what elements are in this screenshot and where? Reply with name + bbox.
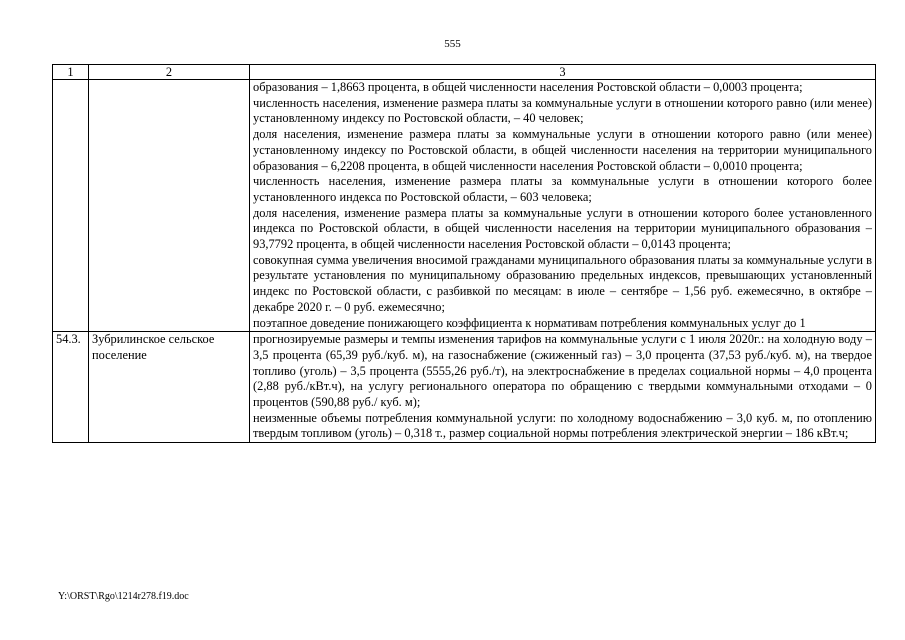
paragraph: поэтапное доведение понижающего коэффициента к нормативам потребления коммунальных услуг до 1 [253,315,806,330]
paragraph: прогнозируемые размеры и темпы изменения тарифов на коммунальные услуги с 1 июля 2020г.: на холодную воду – 3,5 процента (65,39 руб./куб. м), на газоснабжение (сжиженный газ) – 3,0 процента (37,53 руб./куб. м), на твердое топливо (уголь) – 3,5 процента (5555,26 руб./т), на электроснабжение в пределах социальной нормы – 4,0 процента (2,88 руб./кВт.ч), на услугу регионального оператора по обращению с твердыми коммунальными отходами – 0 процентов (590,88 руб./ куб. м); [253,332,872,410]
row-number-cell: 54.3. [53,332,89,443]
paragraph: доля населения, изменение размера платы за коммунальные услуги в отношении которого равно (или менее) установленному индексу по Ростовской области, в общей численности населения на территории муниципального образования – 6,2208 процента, в общей численности населения Ростовской области – 0,0010 процента; [253,127,872,173]
paragraph: образования – 1,8663 процента, в общей численности населения Ростовской области – 0,0003 процента; [253,80,803,94]
column-header-3: 3 [250,65,876,80]
paragraph: доля населения, изменение размера платы за коммунальные услуги в отношении которого более установленного индекса по Ростовской области, в общей численности населения на территории муниципального образования – 93,7792 процента, в общей численности населения Ростовской области – 0,0143 процента; [253,205,872,252]
table-header-row [53,65,876,80]
paragraph: численность населения, изменение размера платы за коммунальные услуги в отношении которого равно (или менее) установленному индексу по Ростовской области, – 40 человек; [253,95,872,126]
page-number: 555 [444,38,461,50]
column-header-1: 1 [53,65,89,80]
row-content-cell [250,332,876,443]
table-row [53,80,876,332]
row-name-cell: Зубрилинское сельское поселение [89,332,250,443]
table-row [53,332,876,443]
document-table [52,64,876,443]
column-header-2: 2 [89,65,250,80]
paragraph: неизменные объемы потребления коммунальной услуги: по холодному водоснабжению – 3,0 куб. м, по отоплению твердым топливом (уголь) – 0,318 т., размер социальной нормы потребления электрической энергии – 186 кВт.ч; [253,410,872,441]
row-content-cell [250,80,876,332]
paragraph: численность населения, изменение размера платы за коммунальные услуги в отношении которого более установленного индекса по Ростовской области, – 603 человека; [253,174,872,204]
paragraph: совокупная сумма увеличения вносимой гражданами муниципального образования платы за коммунальные услуги в результате установления по муниципальному образованию предельных индексов, превышающих установленный индекс по Ростовской области, с разбивкой по месяцам: в июле – сентябре – 1,56 руб. ежемесячно, в октябре – декабре 2020 г. – 0 руб. ежемесячно; [253,252,872,314]
footer-file-path: Y:\ORST\Rgo\1214r278.f19.doc [58,591,189,602]
row-name-cell [89,80,250,332]
row-number-cell [53,80,89,332]
